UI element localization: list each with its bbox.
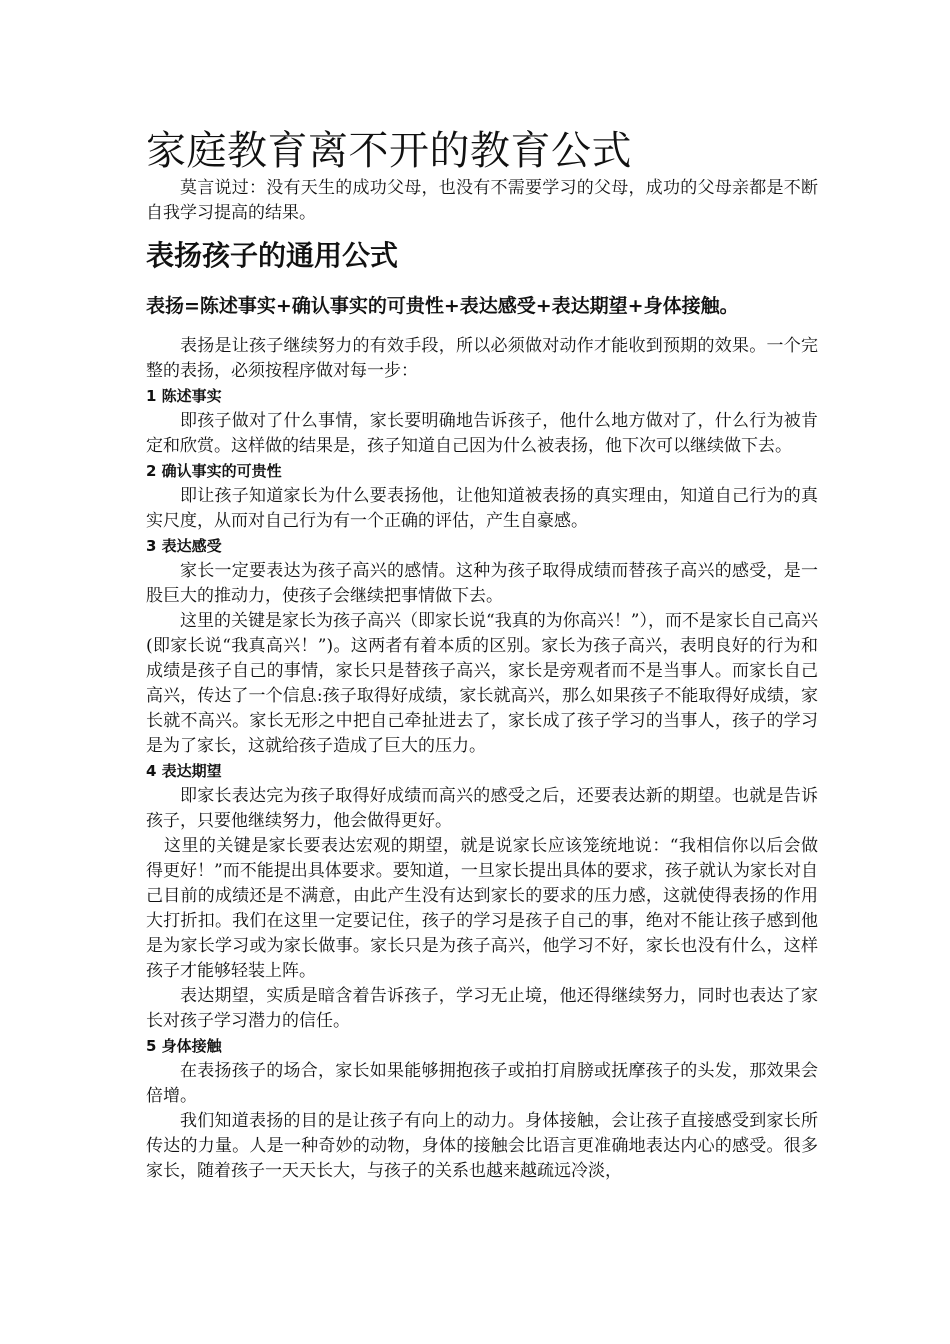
- step-paragraph: 我们知道表扬的目的是让孩子有向上的动力。身体接触，会让孩子直接感受到家长所传达的力量。人是一种奇妙的动物，身体的接触会比语言更准确地表达内心的感受。很多家长，随着孩子一天天长大，与孩子的关系也越来越疏远冷淡，: [146, 1111, 818, 1181]
- document-page: [146, 126, 818, 1184]
- step-paragraph: 这里的关键是家长要表达宏观的期望，就是说家长应该笼统地说：“我相信你以后会做得更好！”而不能提出具体要求。要知道，一旦家长提出具体的要求，孩子就认为家长对自己目前的成绩还是不满意，由此产生没有达到家长的要求的压力感，这就使得表扬的作用大打折扣。我们在这里一定要记住，孩子的学习是孩子自己的事，绝对不能让孩子感到他是为家长学习或为家长做事。家长只是为孩子高兴，他学习不好，家长也没有什么，这样孩子才能够轻装上阵。: [146, 836, 818, 981]
- step-paragraph: 这里的关键是家长为孩子高兴（即家长说“我真的为你高兴！”），而不是家长自己高兴(即家长说“我真高兴！”)。这两者有着本质的区别。家长为孩子高兴，表明良好的行为和成绩是孩子自己的事情，家长只是替孩子高兴，家长是旁观者而不是当事人。而家长自己高兴，传达了一个信息:孩子取得好成绩，家长就高兴，那么如果孩子不能取得好成绩，家长就不高兴。家长无形之中把自己牵扯进去了，家长成了孩子学习的当事人，孩子的学习是为了家长，这就给孩子造成了巨大的压力。: [146, 611, 818, 756]
- step-5: [146, 1034, 818, 1184]
- step-heading: 4 表达期望: [146, 762, 222, 780]
- step-paragraph: 表达期望，实质是暗含着告诉孩子，学习无止境，他还得继续努力，同时也表达了家长对孩子学习潜力的信任。: [146, 986, 818, 1031]
- section-title: 表扬孩子的通用公式: [146, 239, 399, 272]
- step-2: [146, 459, 818, 534]
- step-paragraph: 即家长表达完为孩子取得好成绩而高兴的感受之后，还要表达新的期望。也就是告诉孩子，只要他继续努力，他会做得更好。: [146, 786, 818, 831]
- step-paragraph: 即让孩子知道家长为什么要表扬他，让他知道被表扬的真实理由，知道自己行为的真实尺度，从而对自己行为有一个正确的评估，产生自豪感。: [146, 486, 818, 531]
- document-title: 家庭教育离不开的教育公式: [146, 128, 632, 174]
- step-4: [146, 759, 818, 1034]
- step-3: [146, 534, 818, 759]
- step-1: [146, 384, 818, 459]
- step-paragraph: 家长一定要表达为孩子高兴的感情。这种为孩子取得成绩而替孩子高兴的感受，是一股巨大的推动力，使孩子会继续把事情做下去。: [146, 561, 818, 606]
- step-heading: 5 身体接触: [146, 1037, 222, 1055]
- step-paragraph: 在表扬孩子的场合，家长如果能够拥抱孩子或拍打肩膀或抚摩孩子的头发，那效果会倍增。: [146, 1061, 818, 1106]
- intro-paragraph: 莫言说过：没有天生的成功父母，也没有不需要学习的父母，成功的父母亲都是不断自我学习提高的结果。: [146, 178, 818, 223]
- praise-formula: 表扬=陈述事实+确认事实的可贵性+表达感受+表达期望+身体接触。: [146, 295, 739, 317]
- step-heading: 2 确认事实的可贵性: [146, 462, 282, 480]
- lead-paragraph: 表扬是让孩子继续努力的有效手段，所以必须做对动作才能收到预期的效果。一个完整的表扬，必须按程序做对每一步：: [146, 336, 818, 381]
- step-heading: 1 陈述事实: [146, 387, 222, 405]
- step-heading: 3 表达感受: [146, 537, 222, 555]
- step-paragraph: 即孩子做对了什么事情，家长要明确地告诉孩子，他什么地方做对了，什么行为被肯定和欣赏。这样做的结果是，孩子知道自己因为什么被表扬，他下次可以继续做下去。: [146, 411, 818, 456]
